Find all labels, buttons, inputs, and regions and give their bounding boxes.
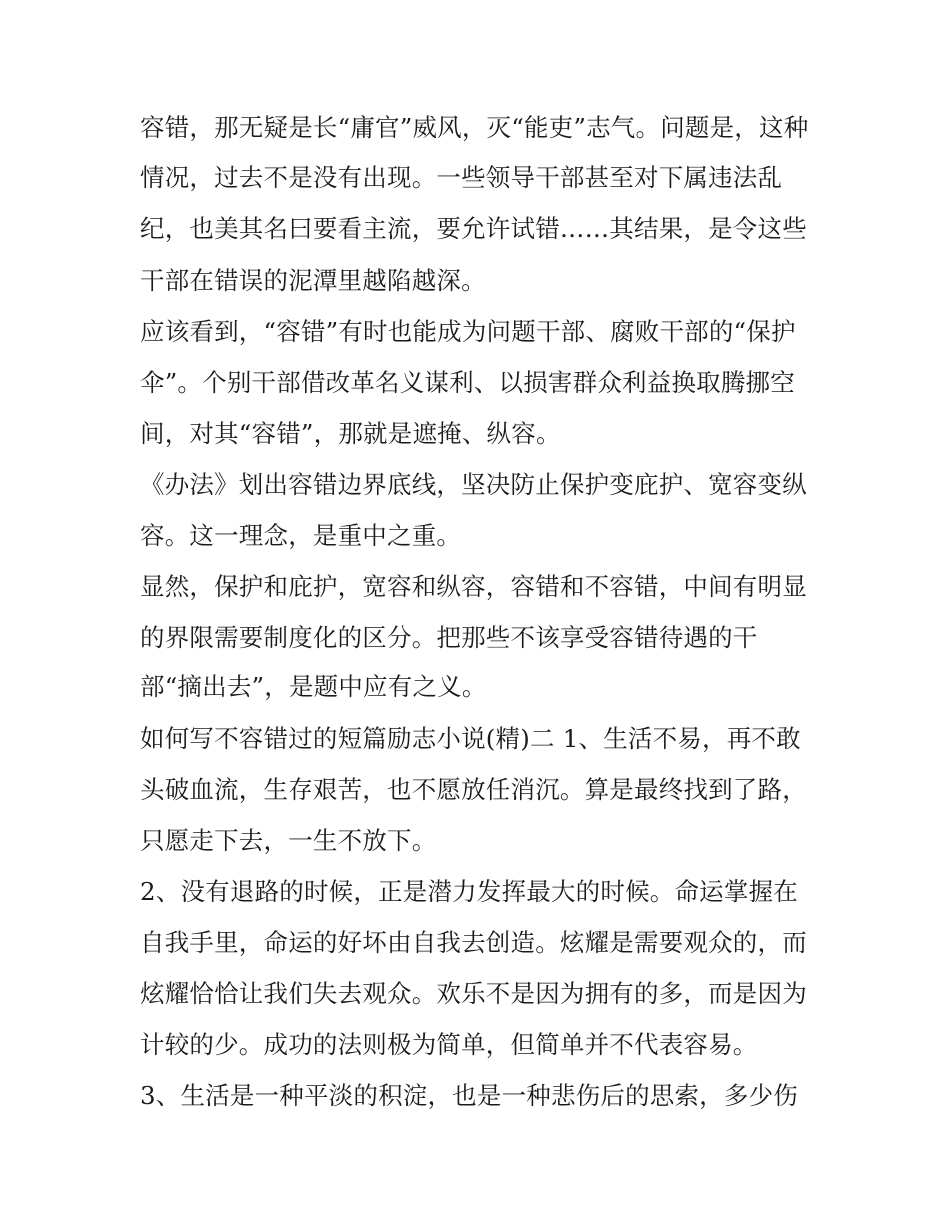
text-line-17: 自我手里，命运的好坏由自我去创造。炫耀是需要观众的，而 (140, 928, 807, 957)
text-line-13: 如何写不容错过的短篇励志小说(精)二 1、生活不易，再不敢 (140, 724, 801, 753)
text-line-4: 干部在错误的泥潭里越陷越深。 (140, 266, 486, 295)
text-line-18: 炫耀恰恰让我们失去观众。欢乐不是因为拥有的多，而是因为 (140, 979, 807, 1008)
text-line-12: 部“摘出去”，是题中应有之义。 (140, 672, 487, 701)
text-line-14: 头破血流，生存艰苦，也不愿放任消沉。算是最终找到了路， (140, 775, 807, 804)
text-line-5: 应该看到，“容错”有时也能成为问题干部、腐败干部的“保护 (140, 317, 796, 346)
text-line-2: 情况，过去不是没有出现。一些领导干部甚至对下属违法乱 (140, 163, 783, 192)
text-line-10: 显然，保护和庇护，宽容和纵容，容错和不容错，中间有明显 (140, 572, 807, 601)
text-line-8: 《办法》划出容错边界底线，坚决防止保护变庇护、宽容变纵 (140, 470, 807, 499)
text-line-20: 3、生活是一种平淡的积淀，也是一种悲伤后的思索，多少伤 (140, 1081, 798, 1110)
text-line-19: 计较的少。成功的法则极为简单，但简单并不代表容易。 (140, 1030, 758, 1059)
text-line-11: 的界限需要制度化的区分。把那些不该享受容错待遇的干 (140, 623, 758, 652)
text-line-15: 只愿走下去，一生不放下。 (140, 826, 437, 855)
text-line-3: 纪，也美其名曰要看主流，要允许试错……其结果，是令这些 (140, 214, 807, 243)
text-line-7: 间，对其“容错”，那就是遮掩、纵容。 (140, 419, 561, 448)
text-line-16: 2、没有退路的时候，正是潜力发挥最大的时候。命运掌握在 (140, 877, 798, 906)
text-line-9: 容。这一理念，是重中之重。 (140, 521, 462, 550)
text-line-6: 伞”。个别干部借改革名义谋利、以损害群众利益换取腾挪空 (140, 368, 795, 397)
text-line-1: 容错，那无疑是长“庸官”威风，灭“能吏”志气。问题是，这种 (140, 113, 809, 142)
